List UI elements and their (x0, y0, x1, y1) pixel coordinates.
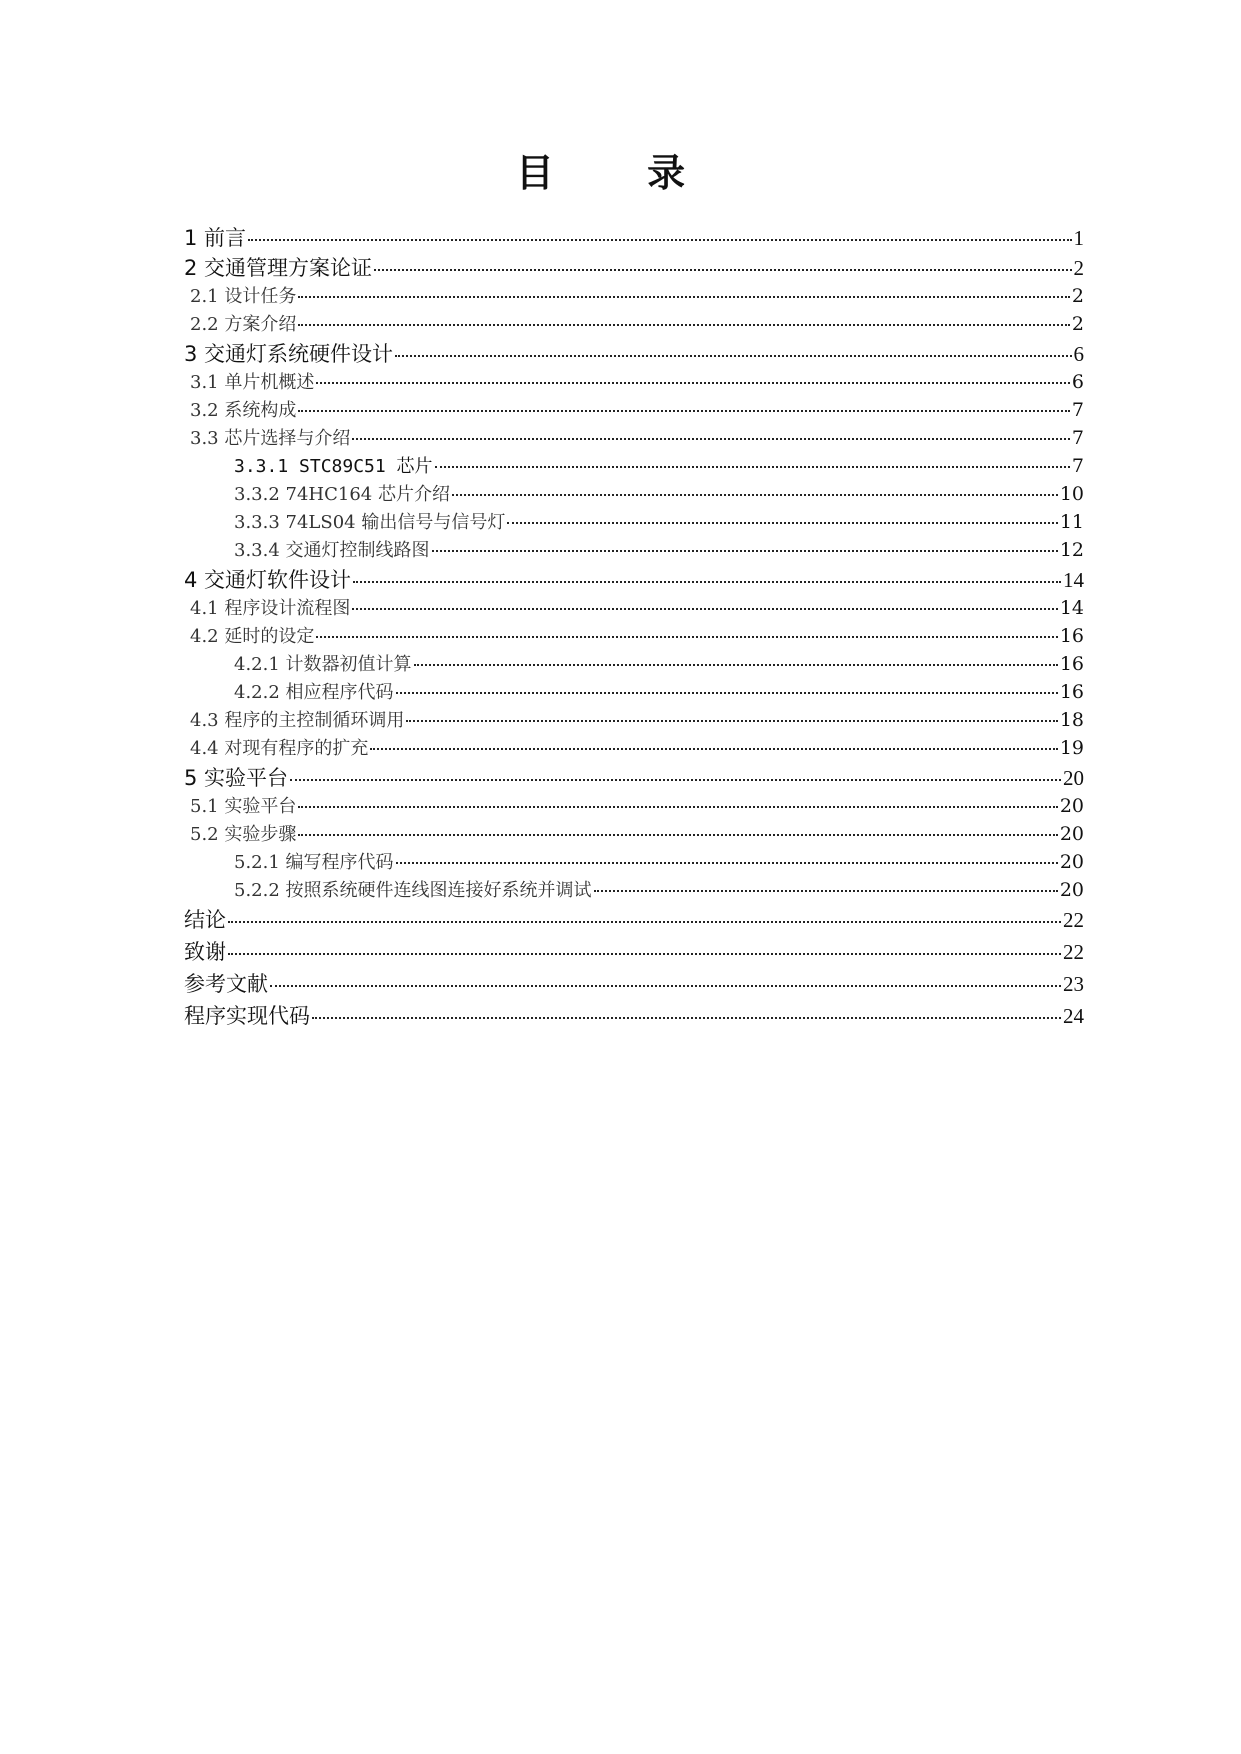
dot-leader (228, 953, 1061, 955)
toc-entry[interactable] (184, 848, 1084, 876)
toc-page-number: 20 (1059, 795, 1084, 817)
toc-page-number: 14 (1063, 568, 1084, 592)
dot-leader (298, 410, 1070, 412)
dot-leader (228, 921, 1061, 923)
dot-leader (316, 382, 1070, 384)
toc-entry-label: 5.2.2 按照系统硬件连线图连接好系统并调试 (234, 880, 592, 901)
toc-entry[interactable] (184, 282, 1084, 310)
toc-entry-label: 4.1 程序设计流程图 (190, 598, 351, 619)
toc-page-number: 6 (1073, 342, 1084, 366)
toc-page-number: 16 (1059, 625, 1084, 647)
toc-page-number: 22 (1063, 940, 1084, 964)
toc-page-number: 6 (1071, 371, 1084, 393)
toc-entry-label: 4.2.1 计数器初值计算 (234, 654, 412, 675)
toc-entry[interactable] (184, 904, 1084, 936)
toc-entry[interactable] (184, 310, 1084, 338)
dot-leader (406, 720, 1057, 722)
toc-entry[interactable] (184, 622, 1084, 650)
dot-leader (452, 494, 1058, 496)
toc-page-number: 14 (1059, 597, 1084, 619)
dot-leader (352, 608, 1057, 610)
toc-entry-label: 结论 (184, 908, 226, 932)
toc-page-number: 18 (1059, 709, 1084, 731)
toc-entry[interactable] (184, 368, 1084, 396)
dot-leader (352, 438, 1070, 440)
toc-entry[interactable] (184, 678, 1084, 706)
toc-page-number: 23 (1063, 972, 1084, 996)
dot-leader (316, 636, 1057, 638)
toc-entry-label: 4.2.2 相应程序代码 (234, 682, 394, 703)
toc-entry[interactable] (184, 594, 1084, 622)
toc-page-number: 7 (1071, 399, 1084, 421)
toc-entry[interactable] (184, 338, 1084, 368)
dot-leader (432, 550, 1058, 552)
dot-leader (374, 269, 1071, 271)
toc-entry-label: 1 前言 (184, 226, 247, 250)
toc-entry-label: 3.3.2 74HC164 芯片介绍 (234, 484, 450, 505)
toc-entry[interactable] (184, 536, 1084, 564)
toc-page-number: 20 (1059, 851, 1084, 873)
dot-leader (248, 239, 1071, 241)
toc-entry-label: 致谢 (184, 940, 226, 964)
toc-page-number: 20 (1063, 766, 1084, 790)
dot-leader (298, 834, 1057, 836)
toc-entry-label: 4.3 程序的主控制循环调用 (190, 710, 405, 731)
toc-entry-label: 2.2 方案介绍 (190, 314, 297, 335)
toc-page-number: 16 (1059, 681, 1084, 703)
toc-entry[interactable] (184, 968, 1084, 1000)
toc-page-number: 12 (1059, 539, 1084, 561)
toc-entry[interactable] (184, 452, 1084, 480)
dot-leader (370, 748, 1057, 750)
toc-entry[interactable] (184, 252, 1084, 282)
toc-entry[interactable] (184, 508, 1084, 536)
toc-page-number: 2 (1073, 256, 1084, 280)
toc-entry-label: 3.3.3 74LS04 输出信号与信号灯 (234, 512, 506, 533)
toc-page-number: 2 (1071, 313, 1084, 335)
toc-page-number: 7 (1071, 427, 1084, 449)
toc-entry-label: 3.3 芯片选择与介绍 (190, 428, 351, 449)
toc-entry-label: 2 交通管理方案论证 (184, 256, 373, 280)
toc-entry[interactable] (184, 762, 1084, 792)
toc-page-number: 2 (1071, 285, 1084, 307)
toc-entry[interactable] (184, 650, 1084, 678)
toc-entry-label: 5.2.1 编写程序代码 (234, 852, 394, 873)
toc-entry-label: 4 交通灯软件设计 (184, 568, 352, 592)
dot-leader (435, 466, 1070, 468)
table-of-contents (184, 222, 1084, 1032)
toc-entry[interactable] (184, 1000, 1084, 1032)
toc-page-number: 20 (1059, 823, 1084, 845)
toc-entry[interactable] (184, 706, 1084, 734)
toc-entry[interactable] (184, 876, 1084, 904)
toc-page-number: 1 (1073, 226, 1084, 250)
toc-entry-label: 3.2 系统构成 (190, 400, 297, 421)
dot-leader (395, 355, 1071, 357)
dot-leader (396, 692, 1058, 694)
toc-entry[interactable] (184, 480, 1084, 508)
dot-leader (594, 890, 1058, 892)
toc-page-number: 20 (1059, 879, 1084, 901)
toc-entry-label: 3.3.4 交通灯控制线路图 (234, 540, 430, 561)
toc-entry[interactable] (184, 424, 1084, 452)
toc-entry-label: 5 实验平台 (184, 766, 289, 790)
toc-page-number: 10 (1059, 483, 1084, 505)
toc-entry[interactable] (184, 820, 1084, 848)
dot-leader (298, 296, 1070, 298)
toc-page-number: 19 (1059, 737, 1084, 759)
toc-page-number: 22 (1063, 908, 1084, 932)
dot-leader (312, 1017, 1061, 1019)
page-title: 目 录 (515, 151, 726, 195)
toc-entry[interactable] (184, 396, 1084, 424)
toc-page-number: 24 (1063, 1004, 1084, 1028)
toc-entry-label: 3 交通灯系统硬件设计 (184, 342, 394, 366)
toc-entry[interactable] (184, 564, 1084, 594)
dot-leader (298, 324, 1070, 326)
toc-entry-label: 4.2 延时的设定 (190, 626, 315, 647)
toc-entry[interactable] (184, 936, 1084, 968)
dot-leader (414, 664, 1058, 666)
toc-entry-label: 5.1 实验平台 (190, 796, 297, 817)
toc-entry-label: 3.3.1 STC89C51 芯片 (234, 456, 433, 477)
toc-entry-label: 2.1 设计任务 (190, 286, 297, 307)
dot-leader (290, 779, 1061, 781)
toc-entry-label: 程序实现代码 (184, 1004, 310, 1028)
dot-leader (396, 862, 1058, 864)
dot-leader (298, 806, 1057, 808)
toc-entry[interactable] (184, 222, 1084, 252)
toc-entry-label: 4.4 对现有程序的扩充 (190, 738, 369, 759)
dot-leader (507, 522, 1057, 524)
toc-entry-label: 3.1 单片机概述 (190, 372, 315, 393)
dot-leader (270, 985, 1061, 987)
dot-leader (353, 581, 1061, 583)
toc-page-number: 16 (1059, 653, 1084, 675)
toc-entry[interactable] (184, 734, 1084, 762)
toc-page-number: 7 (1071, 455, 1084, 477)
toc-entry[interactable] (184, 792, 1084, 820)
toc-entry-label: 5.2 实验步骤 (190, 824, 297, 845)
toc-page-number: 11 (1059, 511, 1084, 533)
toc-entry-label: 参考文献 (184, 972, 268, 996)
